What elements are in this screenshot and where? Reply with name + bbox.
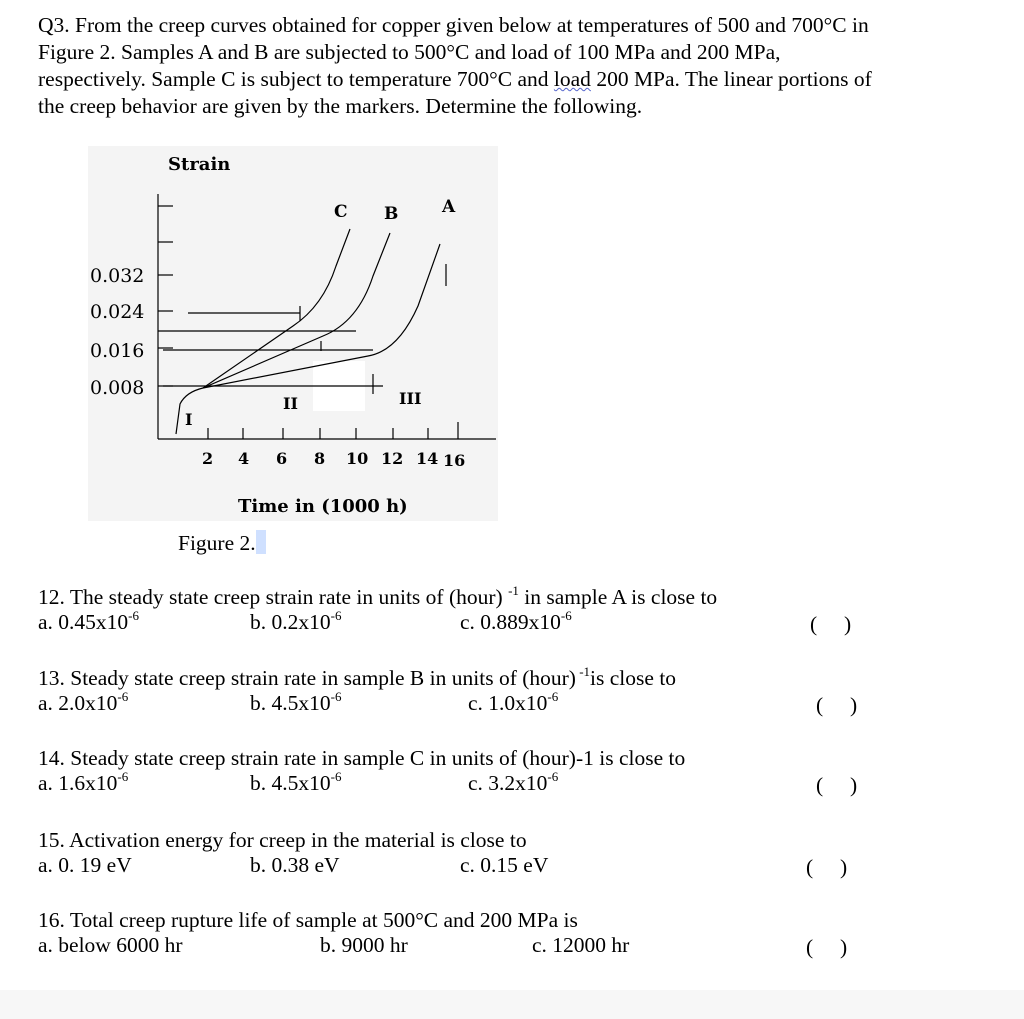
curve-label-b: B [384, 204, 399, 224]
x-tick-label-8: 8 [314, 449, 326, 468]
option-14b-sup: -6 [330, 769, 342, 784]
option-14c-text: c. 3.2x10 [468, 771, 548, 795]
y-tick-label-0016: 0.016 [90, 340, 145, 362]
option-16b-text: b. 9000 hr [320, 933, 408, 957]
option-13c-sup: -6 [547, 689, 559, 704]
option-15c[interactable] [460, 853, 548, 878]
option-16a-text: a. below 6000 hr [38, 933, 183, 957]
option-13a[interactable] [38, 691, 128, 716]
y-tick-label-0008: 0.008 [90, 377, 145, 399]
x-tick-label-6: 6 [276, 449, 288, 468]
option-14c[interactable] [468, 771, 558, 796]
question-15 [38, 828, 978, 878]
answer-blank-15[interactable]: ( ) [806, 855, 848, 879]
question-12-tail: in sample A is close to [518, 585, 718, 609]
option-13a-sup: -6 [117, 689, 129, 704]
creep-curve-figure [88, 146, 498, 521]
question-intro [38, 12, 988, 120]
option-12b-sup: -6 [330, 608, 342, 623]
question-15-stem [38, 828, 978, 853]
question-14-stem [38, 746, 978, 771]
page-bottom-edge [0, 990, 1024, 1019]
x-tick-label-10: 10 [346, 449, 369, 468]
question-14 [38, 746, 978, 796]
answer-blank-16[interactable]: ( ) [806, 935, 848, 959]
option-12b-text: b. 0.2x10 [250, 610, 331, 634]
text-cursor-highlight [256, 530, 266, 554]
option-13b-sup: -6 [330, 689, 342, 704]
question-13-tail: is close to [590, 666, 677, 690]
option-12a[interactable] [38, 610, 139, 635]
intro-line-3c: 200 MPa. The linear portions of [590, 67, 872, 91]
question-13-sup: -1 [575, 664, 591, 679]
question-13 [38, 666, 978, 716]
question-13-stem [38, 666, 978, 691]
question-16 [38, 908, 978, 958]
option-13b[interactable] [250, 691, 341, 716]
answer-blank-13[interactable]: ( ) [816, 693, 858, 717]
y-axis-title: Strain [168, 154, 231, 175]
answer-blank-14[interactable]: ( ) [816, 773, 858, 797]
spellcheck-word-load: load [553, 67, 591, 91]
creep-curve-a [203, 244, 440, 388]
option-13c-text: c. 1.0x10 [468, 691, 548, 715]
question-16-text: 16. Total creep rupture life of sample at 500°C and 200 MPa is [38, 908, 578, 932]
intro-line-3 [38, 66, 988, 93]
creep-chart-svg [88, 146, 498, 521]
intro-line-3a: respectively. Sample C is subject to temperature 700°C and [38, 67, 554, 91]
y-tick-label-0024: 0.024 [90, 301, 145, 323]
x-axis-title: Time in (1000 h) [238, 496, 408, 517]
option-12a-sup: -6 [128, 608, 140, 623]
question-16-stem [38, 908, 978, 933]
intro-line-4: the creep behavior are given by the markers. Determine the following. [38, 94, 643, 118]
curve-label-a: A [442, 197, 456, 217]
question-13-text: 13. Steady state creep strain rate in sample B in units of (hour) [38, 666, 576, 690]
curve-label-c: C [334, 202, 348, 222]
stage-label-2: II [283, 394, 298, 413]
y-tick-label-0032: 0.032 [90, 265, 145, 287]
option-15c-text: c. 0.15 eV [460, 853, 549, 877]
x-tick-label-12: 12 [381, 449, 404, 468]
x-tick-label-2: 2 [202, 449, 214, 468]
answer-blank-12[interactable]: ( ) [810, 612, 852, 636]
x-tick-label-16: 16 [443, 451, 466, 470]
option-12a-text: a. 0.45x10 [38, 610, 129, 634]
option-14c-sup: -6 [547, 769, 559, 784]
question-12-sup: -1 [508, 583, 519, 598]
option-12b[interactable] [250, 610, 341, 635]
option-12c-sup: -6 [560, 608, 572, 623]
x-tick-label-14: 14 [416, 449, 439, 468]
question-14-text: 14. Steady state creep strain rate in sample C in units of (hour)-1 is close to [38, 746, 686, 770]
option-16c-text: c. 12000 hr [532, 933, 630, 957]
figure-caption-text: Figure 2. [178, 531, 256, 555]
option-13a-text: a. 2.0x10 [38, 691, 118, 715]
option-16a[interactable] [38, 933, 183, 958]
option-14b[interactable] [250, 771, 341, 796]
option-13c[interactable] [468, 691, 558, 716]
option-15a-text: a. 0. 19 eV [38, 853, 132, 877]
question-15-text: 15. Activation energy for creep in the material is close to [38, 828, 527, 852]
option-16b[interactable] [320, 933, 408, 958]
question-12-stem [38, 585, 978, 610]
option-15b-text: b. 0.38 eV [250, 853, 340, 877]
question-12 [38, 585, 978, 635]
option-14a-text: a. 1.6x10 [38, 771, 118, 795]
option-14a-sup: -6 [117, 769, 129, 784]
option-16c[interactable] [532, 933, 629, 958]
option-12c-text: c. 0.889x10 [460, 610, 561, 634]
option-12c[interactable] [460, 610, 572, 635]
question-12-text: 12. The steady state creep strain rate in units of (hour) [38, 585, 503, 609]
option-15a[interactable] [38, 853, 132, 878]
option-13b-text: b. 4.5x10 [250, 691, 331, 715]
x-tick-label-4: 4 [238, 449, 250, 468]
intro-line-1: Q3. From the creep curves obtained for copper given below at temperatures of 500 and 700°C in [38, 13, 869, 37]
figure-caption [178, 530, 266, 556]
option-14b-text: b. 4.5x10 [250, 771, 331, 795]
creep-curve-b [203, 233, 390, 388]
stage-label-1: I [185, 410, 193, 429]
stage-label-3: III [399, 389, 422, 408]
intro-line-2: Figure 2. Samples A and B are subjected to 500°C and load of 100 MPa and 200 MPa, [38, 40, 781, 64]
option-14a[interactable] [38, 771, 128, 796]
option-15b[interactable] [250, 853, 340, 878]
